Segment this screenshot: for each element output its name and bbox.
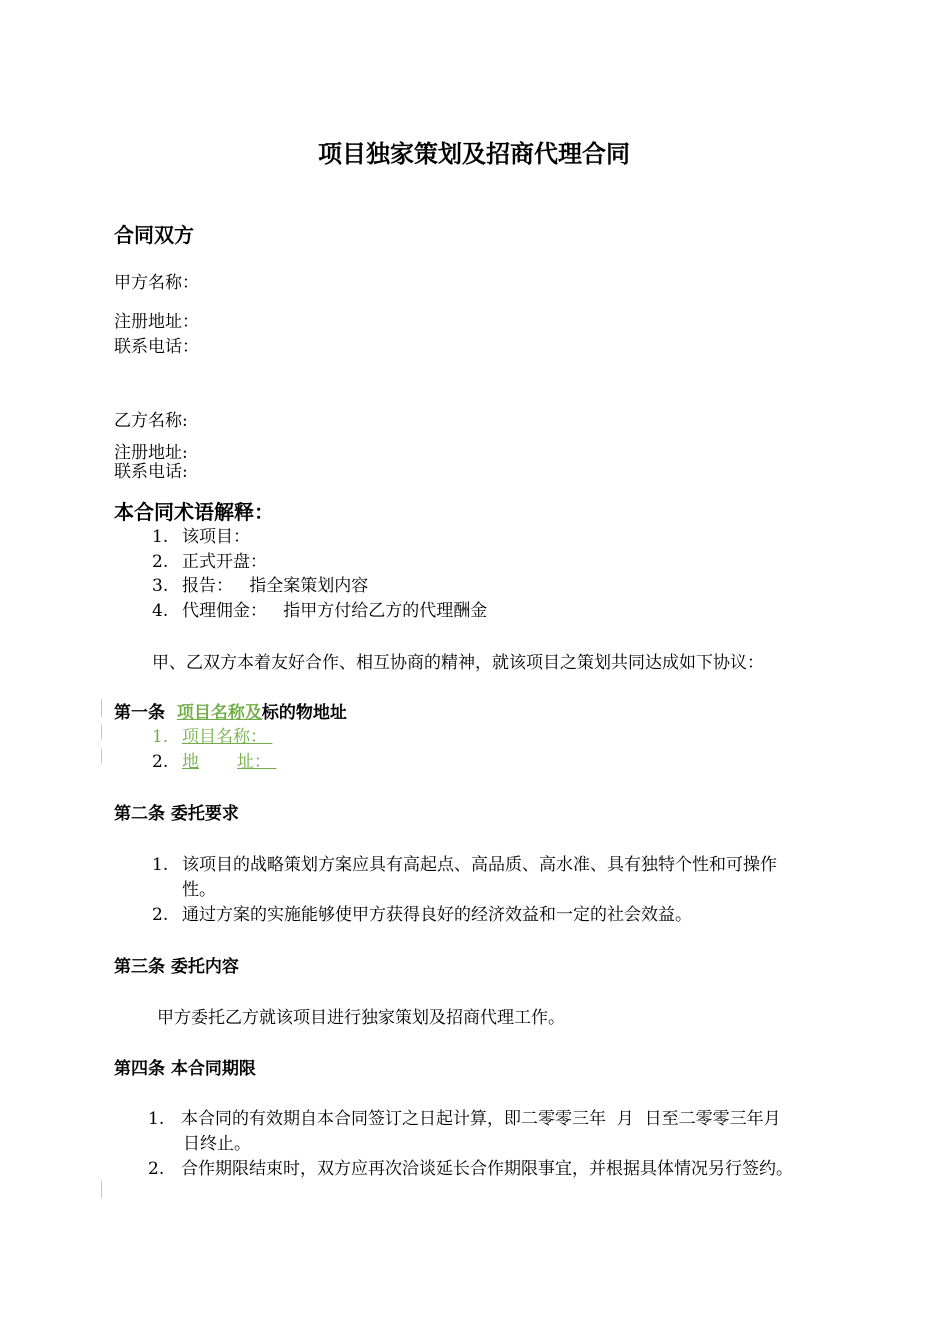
party-b-name-label: 乙方名称: [114,411,188,431]
term-item-3 [152,571,368,596]
list-number: 3. [152,576,169,596]
list-text: 报告： 指全案策划内容 [182,576,369,596]
article-3-heading: 第三条 委托内容 [114,957,239,977]
list-number: 1. [148,1109,165,1129]
list-number: 2. [152,752,169,772]
revision-bar [101,724,102,740]
list-text: 代理佣金： 指甲方付给乙方的代理酬金 [182,601,488,621]
party-a-phone-label: 联系电话： [114,337,199,357]
revision-bar [101,699,102,717]
list-text: 通过方案的实施能够使甲方获得良好的经济效益和一定的社会效益。 [182,905,692,925]
list-number: 1. [152,855,169,875]
party-b-address-label: 注册地址: [114,443,188,463]
list-text-a: 地 [182,752,199,772]
article-4-item-1 [148,1104,781,1129]
list-text: 该项目： [182,527,250,547]
term-item-1 [152,522,250,547]
article-2-item-2 [152,900,692,925]
list-text: 正式开盘： [182,552,267,572]
list-number: 4. [152,601,169,621]
terms-heading: 本合同术语解释： [114,500,274,524]
term-item-2 [152,547,267,572]
article-1-prefix: 第一条 [114,703,165,723]
party-b-phone-label: 联系电话: [114,462,188,482]
article-3-body: 甲方委托乙方就该项目进行独家策划及招商代理工作。 [157,1008,565,1028]
document-title: 项目独家策划及招商代理合同 [318,140,630,168]
party-a-name-label: 甲方名称： [114,273,199,293]
list-text: 合作期限结束时，双方应再次洽谈延长合作期限事宜，并根据具体情况另行签约。 [181,1159,793,1179]
list-number: 1. [152,727,169,747]
parties-heading: 合同双方 [114,223,194,247]
list-number: 2. [148,1159,165,1179]
party-a-address-label: 注册地址： [114,312,199,332]
article-1-item-2 [152,747,276,772]
preamble: 甲、乙双方本着友好合作、相互协商的精神，就该项目之策划共同达成如下协议： [152,653,764,673]
article-4-item-2 [148,1154,793,1179]
article-2-item-1 [152,850,777,875]
article-1-item-1 [152,722,272,747]
list-text-b: 址： [237,752,271,772]
list-number: 2. [152,552,169,572]
list-number: 1. [152,527,169,547]
article-1-rest: 标的物地址 [261,703,347,723]
article-2-item-1-line2: 性。 [182,880,216,900]
revision-bar [101,748,102,764]
article-4-item-1-line2: 日终止。 [183,1134,251,1154]
article-4-heading: 第四条 本合同期限 [114,1059,256,1079]
list-text: 本合同的有效期自本合同签订之日起计算，即二零零三年 月 日至二零零三年月 [181,1109,781,1129]
revision-bar [101,1180,102,1198]
list-text: 项目名称： [182,727,267,747]
term-item-4 [152,596,487,621]
list-number: 2. [152,905,169,925]
article-1-green-text: 项目名称及 [176,703,262,723]
article-1-heading [114,698,347,723]
list-text: 该项目的战略策划方案应具有高起点、高品质、高水准、具有独特个性和可操作 [182,855,777,875]
article-2-heading: 第二条 委托要求 [114,804,239,824]
